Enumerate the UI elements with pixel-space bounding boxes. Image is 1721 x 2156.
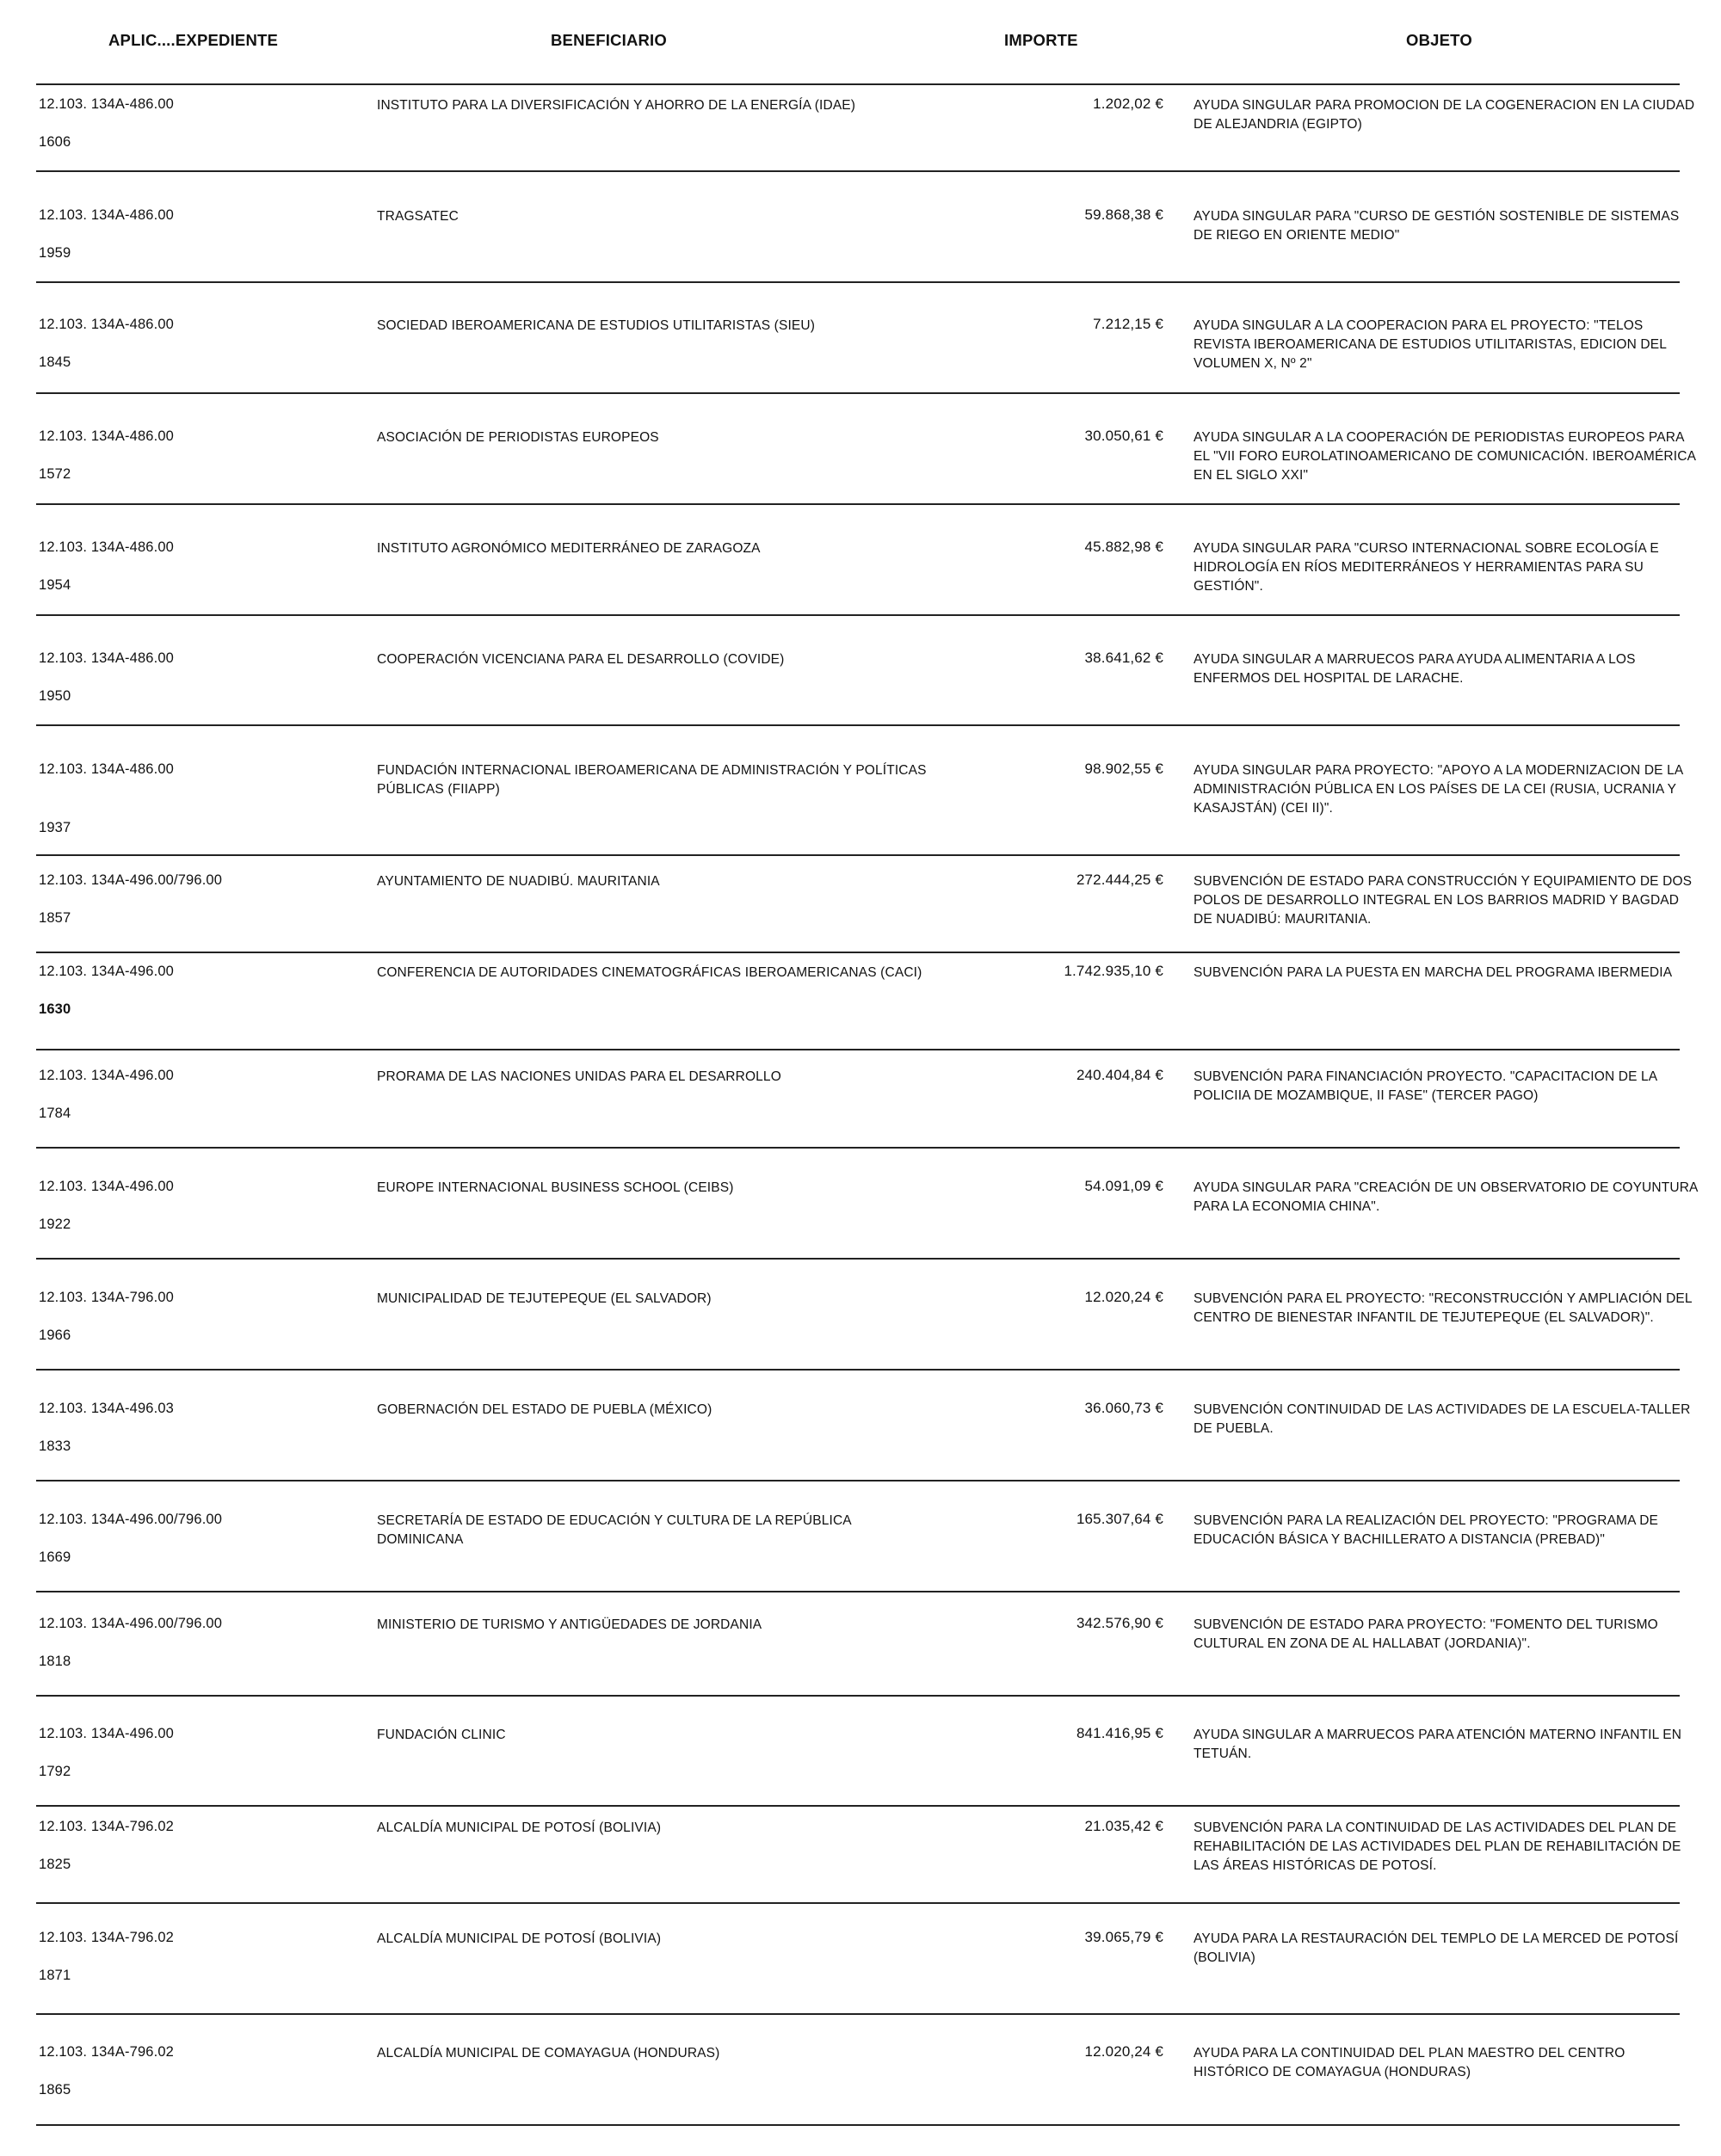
beneficiario-cell: CONFERENCIA DE AUTORIDADES CINEMATOGRÁFICAS IBEROAMERICANAS (CACI) bbox=[377, 965, 922, 980]
expediente-cell: 1818 bbox=[39, 1654, 71, 1669]
objeto-cell: AYUDA SINGULAR A LA COOPERACIÓN DE PERIODISTAS EUROPEOS PARA EL "VII FORO EUROLATINOAMERICANO DE COMUNICACIÓN. IBEROAMÉRICA EN EL SIGLO XXI" bbox=[1194, 430, 1696, 483]
objeto-cell: AYUDA PARA LA RESTAURACIÓN DEL TEMPLO DE LA MERCED DE POTOSÍ (BOLIVIA) bbox=[1194, 1931, 1679, 1965]
beneficiario-cell: FUNDACIÓN CLINIC bbox=[377, 1728, 506, 1742]
aplicacion-cell: 12.103. 134A-486.00 bbox=[39, 650, 174, 666]
expediente-cell: 1784 bbox=[39, 1106, 71, 1121]
beneficiario-cell: GOBERNACIÓN DEL ESTADO DE PUEBLA (MÉXICO) bbox=[377, 1402, 712, 1417]
beneficiario-cell: TRAGSATEC bbox=[377, 209, 459, 224]
beneficiario-cell: AYUNTAMIENTO DE NUADIBÚ. MAURITANIA bbox=[377, 874, 660, 889]
header-aplic-expediente: APLIC....EXPEDIENTE bbox=[108, 31, 279, 49]
beneficiario-cell: PRORAMA DE LAS NACIONES UNIDAS PARA EL DESARROLLO bbox=[377, 1069, 781, 1084]
row-divider bbox=[36, 392, 1680, 394]
importe-cell: 59.868,38 € bbox=[1084, 206, 1163, 223]
objeto-cell: AYUDA SINGULAR PARA PROMOCION DE LA COGENERACION EN LA CIUDAD DE ALEJANDRIA (EGIPTO) bbox=[1194, 98, 1695, 132]
header-beneficiario: BENEFICIARIO bbox=[551, 31, 667, 49]
importe-cell: 38.641,62 € bbox=[1084, 650, 1163, 666]
objeto-cell: AYUDA PARA LA CONTINUIDAD DEL PLAN MAESTRO DEL CENTRO HISTÓRICO DE COMAYAGUA (HONDURAS) bbox=[1194, 2046, 1625, 2079]
expediente-cell: 1954 bbox=[39, 577, 71, 593]
objeto-cell: SUBVENCIÓN CONTINUIDAD DE LAS ACTIVIDADES DE LA ESCUELA-TALLER DE PUEBLA. bbox=[1194, 1402, 1691, 1436]
beneficiario-cell: MUNICIPALIDAD DE TEJUTEPEQUE (EL SALVADOR) bbox=[377, 1291, 712, 1306]
objeto-cell: AYUDA SINGULAR PARA "CREACIÓN DE UN OBSERVATORIO DE COYUNTURA PARA LA ECONOMIA CHINA". bbox=[1194, 1180, 1698, 1214]
importe-cell: 54.091,09 € bbox=[1084, 1178, 1163, 1194]
aplicacion-cell: 12.103. 134A-496.00/796.00 bbox=[39, 872, 223, 888]
header-importe: IMPORTE bbox=[1004, 31, 1078, 49]
expediente-cell: 1865 bbox=[39, 2082, 71, 2097]
row-divider bbox=[36, 1902, 1680, 1904]
importe-cell: 1.742.935,10 € bbox=[1064, 963, 1163, 979]
objeto-cell: SUBVENCIÓN DE ESTADO PARA CONSTRUCCIÓN Y EQUIPAMIENTO DE DOS POLOS DE DESARROLLO INTEGRAL EN LOS BARRIOS MADRID Y BAGDAD DE NUADIBÚ: MAURITANIA. bbox=[1194, 874, 1693, 927]
expediente-cell: 1922 bbox=[39, 1217, 71, 1232]
row-divider bbox=[36, 1805, 1680, 1807]
beneficiario-cell: COOPERACIÓN VICENCIANA PARA EL DESARROLLO (COVIDE) bbox=[377, 652, 785, 667]
importe-cell: 30.050,61 € bbox=[1084, 428, 1163, 444]
aplicacion-cell: 12.103. 134A-486.00 bbox=[39, 428, 174, 444]
objeto-cell: SUBVENCIÓN PARA LA CONTINUIDAD DE LAS ACTIVIDADES DEL PLAN DE REHABILITACIÓN DE LAS ACTIVIDADES DEL PLAN DE REHABILITACIÓN DE LAS ÁREAS HISTÓRICAS DE POTOSÍ. bbox=[1194, 1820, 1681, 1873]
objeto-cell: AYUDA SINGULAR PARA "CURSO INTERNACIONAL SOBRE ECOLOGÍA E HIDROLOGÍA EN RÍOS MEDITERRÁNEOS Y HERRAMIENTAS PARA SU GESTIÓN". bbox=[1194, 541, 1659, 594]
expediente-cell: 1825 bbox=[39, 1857, 71, 1872]
importe-cell: 98.902,55 € bbox=[1084, 761, 1163, 777]
objeto-cell: AYUDA SINGULAR A LA COOPERACION PARA EL PROYECTO: "TELOS REVISTA IBEROAMERICANA DE ESTUDIOS UTILITARISTAS, EDICION DEL VOLUMEN X, Nº 2" bbox=[1194, 318, 1667, 371]
expediente-cell: 1630 bbox=[39, 1001, 71, 1017]
beneficiario-cell: FUNDACIÓN INTERNACIONAL IBEROAMERICANA DE ADMINISTRACIÓN Y POLÍTICAS PÚBLICAS (FIIAPP) bbox=[377, 763, 927, 797]
row-divider bbox=[36, 1049, 1680, 1050]
aplicacion-cell: 12.103. 134A-486.00 bbox=[39, 761, 174, 777]
expediente-cell: 1871 bbox=[39, 1968, 71, 1983]
row-divider bbox=[36, 1695, 1680, 1697]
beneficiario-cell: ASOCIACIÓN DE PERIODISTAS EUROPEOS bbox=[377, 430, 659, 445]
row-divider bbox=[36, 854, 1680, 856]
aplicacion-cell: 12.103. 134A-486.00 bbox=[39, 539, 174, 555]
row-divider bbox=[36, 952, 1680, 953]
objeto-cell: SUBVENCIÓN PARA FINANCIACIÓN PROYECTO. "CAPACITACION DE LA POLICIIA DE MOZAMBIQUE, II FASE" (TERCER PAGO) bbox=[1194, 1069, 1657, 1103]
aplicacion-cell: 12.103. 134A-496.00/796.00 bbox=[39, 1512, 223, 1527]
row-divider bbox=[36, 503, 1680, 505]
aplicacion-cell: 12.103. 134A-496.00/796.00 bbox=[39, 1616, 223, 1631]
beneficiario-cell: EUROPE INTERNACIONAL BUSINESS SCHOOL (CEIBS) bbox=[377, 1180, 734, 1195]
objeto-cell: AYUDA SINGULAR A MARRUECOS PARA AYUDA ALIMENTARIA A LOS ENFERMOS DEL HOSPITAL DE LARACHE. bbox=[1194, 652, 1636, 686]
aplicacion-cell: 12.103. 134A-486.00 bbox=[39, 317, 174, 332]
expediente-cell: 1792 bbox=[39, 1764, 71, 1779]
aplicacion-cell: 12.103. 134A-796.00 bbox=[39, 1290, 174, 1305]
row-divider bbox=[36, 2013, 1680, 2015]
importe-cell: 36.060,73 € bbox=[1084, 1400, 1163, 1416]
row-divider bbox=[36, 724, 1680, 726]
aplicacion-cell: 12.103. 134A-796.02 bbox=[39, 2044, 174, 2060]
importe-cell: 45.882,98 € bbox=[1084, 539, 1163, 555]
aplicacion-cell: 12.103. 134A-496.00 bbox=[39, 1726, 174, 1741]
beneficiario-cell: ALCALDÍA MUNICIPAL DE POTOSÍ (BOLIVIA) bbox=[377, 1931, 662, 1946]
aplicacion-cell: 12.103. 134A-496.00 bbox=[39, 1179, 174, 1194]
objeto-cell: AYUDA SINGULAR PARA "CURSO DE GESTIÓN SOSTENIBLE DE SISTEMAS DE RIEGO EN ORIENTE MEDIO" bbox=[1194, 209, 1680, 243]
importe-cell: 12.020,24 € bbox=[1084, 2043, 1163, 2060]
expediente-cell: 1606 bbox=[39, 134, 71, 150]
beneficiario-cell: MINISTERIO DE TURISMO Y ANTIGÜEDADES DE JORDANIA bbox=[377, 1617, 762, 1632]
aplicacion-cell: 12.103. 134A-496.00 bbox=[39, 964, 174, 979]
row-divider bbox=[36, 1480, 1680, 1481]
aplicacion-cell: 12.103. 134A-486.00 bbox=[39, 96, 174, 112]
expediente-cell: 1959 bbox=[39, 245, 71, 261]
aplicacion-cell: 12.103. 134A-486.00 bbox=[39, 207, 174, 223]
expediente-cell: 1857 bbox=[39, 910, 71, 926]
objeto-cell: AYUDA SINGULAR PARA PROYECTO: "APOYO A LA MODERNIZACION DE LA ADMINISTRACIÓN PÚBLICA EN LOS PAÍSES DE LA CEI (RUSIA, UCRANIA Y KASAJSTÁN) (CEI II)". bbox=[1194, 763, 1683, 816]
objeto-cell: SUBVENCIÓN PARA EL PROYECTO: "RECONSTRUCCIÓN Y AMPLIACIÓN DEL CENTRO DE BIENESTAR INFANTIL DE TEJUTEPEQUE (EL SALVADOR)". bbox=[1194, 1291, 1693, 1325]
aplicacion-cell: 12.103. 134A-496.00 bbox=[39, 1068, 174, 1083]
beneficiario-cell: ALCALDÍA MUNICIPAL DE POTOSÍ (BOLIVIA) bbox=[377, 1820, 662, 1835]
row-divider bbox=[36, 1147, 1680, 1149]
aplicacion-cell: 12.103. 134A-796.02 bbox=[39, 1930, 174, 1945]
objeto-cell: SUBVENCIÓN PARA LA PUESTA EN MARCHA DEL PROGRAMA IBERMEDIA bbox=[1194, 965, 1673, 980]
expediente-cell: 1572 bbox=[39, 466, 71, 482]
importe-cell: 240.404,84 € bbox=[1076, 1067, 1163, 1083]
row-divider bbox=[36, 2124, 1680, 2126]
expediente-cell: 1669 bbox=[39, 1549, 71, 1565]
expediente-cell: 1833 bbox=[39, 1438, 71, 1454]
row-divider bbox=[36, 1591, 1680, 1592]
expediente-cell: 1966 bbox=[39, 1327, 71, 1343]
beneficiario-cell: SECRETARÍA DE ESTADO DE EDUCACIÓN Y CULTURA DE LA REPÚBLICA DOMINICANA bbox=[377, 1513, 851, 1547]
beneficiario-cell: ALCALDÍA MUNICIPAL DE COMAYAGUA (HONDURAS) bbox=[377, 2046, 720, 2061]
header-objeto: OBJETO bbox=[1406, 31, 1472, 49]
beneficiario-cell: INSTITUTO AGRONÓMICO MEDITERRÁNEO DE ZARAGOZA bbox=[377, 541, 761, 556]
importe-cell: 7.212,15 € bbox=[1093, 316, 1163, 332]
row-divider bbox=[36, 614, 1680, 616]
objeto-cell: SUBVENCIÓN PARA LA REALIZACIÓN DEL PROYECTO: "PROGRAMA DE EDUCACIÓN BÁSICA Y BACHILLERATO A DISTANCIA (PREBAD)" bbox=[1194, 1513, 1659, 1547]
header-rule bbox=[36, 83, 1680, 85]
importe-cell: 39.065,79 € bbox=[1084, 1929, 1163, 1945]
importe-cell: 342.576,90 € bbox=[1076, 1615, 1163, 1631]
importe-cell: 165.307,64 € bbox=[1076, 1511, 1163, 1527]
row-divider bbox=[36, 170, 1680, 172]
expediente-cell: 1937 bbox=[39, 820, 71, 835]
importe-cell: 21.035,42 € bbox=[1084, 1818, 1163, 1834]
row-divider bbox=[36, 1369, 1680, 1371]
objeto-cell: SUBVENCIÓN DE ESTADO PARA PROYECTO: "FOMENTO DEL TURISMO CULTURAL EN ZONA DE AL HALLABAT (JORDANIA)". bbox=[1194, 1617, 1658, 1651]
importe-cell: 1.202,02 € bbox=[1093, 95, 1163, 112]
expediente-cell: 1950 bbox=[39, 688, 71, 704]
expediente-cell: 1845 bbox=[39, 354, 71, 370]
row-divider bbox=[36, 281, 1680, 283]
importe-cell: 12.020,24 € bbox=[1084, 1289, 1163, 1305]
importe-cell: 272.444,25 € bbox=[1076, 872, 1163, 888]
aplicacion-cell: 12.103. 134A-496.03 bbox=[39, 1401, 174, 1416]
objeto-cell: AYUDA SINGULAR A MARRUECOS PARA ATENCIÓN MATERNO INFANTIL EN TETUÁN. bbox=[1194, 1728, 1682, 1761]
beneficiario-cell: INSTITUTO PARA LA DIVERSIFICACIÓN Y AHORRO DE LA ENERGÍA (IDAE) bbox=[377, 98, 856, 113]
beneficiario-cell: SOCIEDAD IBEROAMERICANA DE ESTUDIOS UTILITARISTAS (SIEU) bbox=[377, 318, 816, 333]
importe-cell: 841.416,95 € bbox=[1076, 1725, 1163, 1741]
row-divider bbox=[36, 1258, 1680, 1260]
aplicacion-cell: 12.103. 134A-796.02 bbox=[39, 1819, 174, 1834]
